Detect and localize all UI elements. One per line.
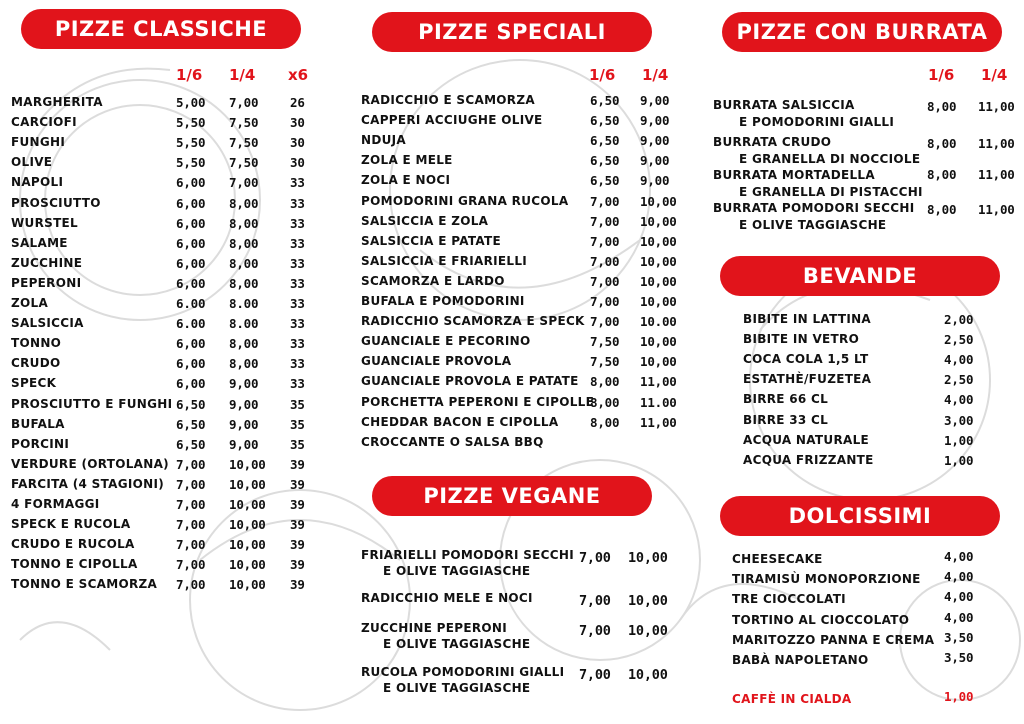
price-x6: 30 xyxy=(290,155,305,171)
price-1-6: 8,00 xyxy=(927,99,957,114)
menu-row xyxy=(0,234,700,254)
item-name-line-1: BURRATA MORTADELLA xyxy=(713,168,875,182)
price-1-6: 6,50 xyxy=(590,153,620,169)
item-name: ZOLA E MELE xyxy=(361,153,453,168)
price-1-4: 7,50 xyxy=(229,115,259,131)
price-x6: 35 xyxy=(290,416,305,432)
item-name: COCA COLA 1,5 LT xyxy=(743,352,869,367)
menu-row xyxy=(0,312,1024,332)
price-1-6: 6,00 xyxy=(176,336,206,352)
price-1-6: 6,00 xyxy=(176,356,206,372)
bevande-title: BEVANDE xyxy=(802,264,918,288)
item-name-line-1: RUCOLA POMODORINI GIALLI xyxy=(361,665,565,679)
price-x6: 33 xyxy=(290,296,305,311)
item-name-line-1: RADICCHIO MELE E NOCI xyxy=(361,591,533,605)
price-1-6: 5,50 xyxy=(176,115,206,131)
price-1-6: 6,50 xyxy=(176,436,206,452)
vegane-banner xyxy=(372,476,652,516)
menu-row xyxy=(0,200,1024,234)
price-1-6: 7,00 xyxy=(579,623,611,639)
price-x6: 33 xyxy=(290,376,305,392)
price-1-6: 7,00 xyxy=(176,537,206,553)
item-name: CAFFÈ IN CIALDA xyxy=(732,692,852,706)
item-name: FARCITA (4 STAGIONI) xyxy=(11,476,165,491)
item-name: NDUJA xyxy=(361,133,406,148)
price-x6: 33 xyxy=(290,195,305,211)
item-name: SALSICCIA xyxy=(11,316,84,331)
classiche-banner xyxy=(21,9,301,49)
menu-row xyxy=(0,549,1024,572)
item-name: SPECK E RUCOLA xyxy=(11,517,131,532)
classiche-title: PIZZE CLASSICHE xyxy=(54,17,268,41)
item-name: ESTATHÈ/FUZETEA xyxy=(743,372,872,387)
item-name: ACQUA NATURALE xyxy=(743,432,870,447)
item-name: SALSICCIA E ZOLA xyxy=(361,213,489,228)
item-name: PORCHETTA PEPERONI E CIPOLLE xyxy=(361,394,595,409)
item-price: 1,00 xyxy=(944,432,974,448)
item-name: TORTINO AL CIOCCOLATO xyxy=(732,612,910,627)
item-name: MARITOZZO PANNA E CREMA xyxy=(732,632,935,647)
item-price: 4,00 xyxy=(944,549,974,564)
speciali-banner xyxy=(372,12,652,52)
price-1-4: 7,50 xyxy=(229,155,259,171)
price-1-4: 10,00 xyxy=(628,550,668,566)
price-1-4: 8,00 xyxy=(229,275,259,291)
item-name-line-1: FRIARIELLI POMODORI SECCHI xyxy=(361,548,574,562)
price-x6: 33 xyxy=(290,255,305,271)
item-name-line-1: BURRATA POMODORI SECCHI xyxy=(713,201,915,215)
item-name: CHEESECAKE xyxy=(732,552,823,566)
price-x6: 30 xyxy=(290,115,305,131)
item-name: PORCINI xyxy=(11,436,70,451)
menu-row xyxy=(0,609,1024,633)
price-1-6: 8,00 xyxy=(590,414,620,430)
classiche-header-1-4: 1/4 xyxy=(229,66,256,84)
menu-row xyxy=(0,294,700,314)
price-1-4: 11,00 xyxy=(978,99,1015,114)
price-1-6: 8,00 xyxy=(927,167,957,182)
price-1-6: 8,00 xyxy=(590,394,620,410)
item-price: 1,00 xyxy=(944,452,974,468)
item-name: RADICCHIO E SCAMORZA xyxy=(361,93,535,107)
price-1-4: 9,00 xyxy=(229,376,259,392)
price-1-6: 6,00 xyxy=(176,255,206,271)
price-1-6: 7,00 xyxy=(590,253,620,269)
price-1-4: 10,00 xyxy=(640,273,677,289)
price-1-6: 7,00 xyxy=(590,233,620,249)
menu-row xyxy=(0,477,330,497)
classiche-header-1-6: 1/6 xyxy=(176,66,203,84)
item-name: PEPERONI xyxy=(11,275,82,290)
item-name-line-1: BURRATA CRUDO xyxy=(713,135,832,149)
price-x6: 39 xyxy=(290,537,305,553)
item-name: PROSCIUTTO xyxy=(11,195,101,210)
menu-row xyxy=(0,392,1024,412)
price-1-6: 7,00 xyxy=(176,557,206,573)
speciali-title: PIZZE SPECIALI xyxy=(418,20,606,44)
price-1-4: 10,00 xyxy=(628,623,668,639)
item-price: 4,00 xyxy=(944,352,974,368)
burrata-header-1-6: 1/6 xyxy=(928,66,955,84)
price-1-4: 8,00 xyxy=(229,215,259,231)
vegane-title: PIZZE VEGANE xyxy=(423,484,601,508)
price-x6: 35 xyxy=(290,396,305,412)
item-price: 3,50 xyxy=(944,650,974,665)
price-1-4: 8.00 xyxy=(229,316,259,332)
price-1-6: 6.00 xyxy=(176,316,206,332)
item-name: CRUDO xyxy=(11,356,61,371)
price-1-4: 10,00 xyxy=(229,537,266,553)
price-1-6: 6,00 xyxy=(176,215,206,231)
item-price: 4,00 xyxy=(944,589,974,605)
price-1-4: 9,00 xyxy=(640,133,670,149)
price-1-6: 6,50 xyxy=(590,173,620,189)
item-name: TONNO xyxy=(11,336,62,351)
price-1-4: 7,00 xyxy=(229,175,259,191)
menu-row xyxy=(0,517,330,537)
price-1-6: 5,50 xyxy=(176,135,206,151)
item-name: TRE CIOCCOLATI xyxy=(732,592,846,607)
classiche-header-x6: x6 xyxy=(288,66,309,84)
item-price: 2,50 xyxy=(944,372,974,388)
price-1-4: 9,00 xyxy=(640,93,670,108)
price-1-4: 8,00 xyxy=(229,195,259,211)
item-name: CRUDO E RUCOLA xyxy=(11,537,135,552)
item-name-line-2: E GRANELLA DI NOCCIOLE xyxy=(739,152,921,166)
item-name: BUFALA xyxy=(11,416,65,431)
price-1-6: 7,00 xyxy=(590,213,620,229)
price-1-4: 7,50 xyxy=(229,135,259,151)
price-x6: 39 xyxy=(290,476,305,492)
item-name: BIRRE 33 CL xyxy=(743,412,829,427)
menu-row xyxy=(0,97,1024,131)
item-name: TONNO E CIPOLLA xyxy=(11,557,138,572)
price-1-4: 11,00 xyxy=(640,374,677,390)
speciali-header-1-6: 1/6 xyxy=(589,66,616,84)
item-name: TIRAMISÙ MONOPORZIONE xyxy=(732,572,921,587)
price-1-6: 8,00 xyxy=(927,202,957,217)
price-1-4: 10,00 xyxy=(640,253,677,269)
item-price: 2,00 xyxy=(944,312,974,327)
price-1-6: 6,00 xyxy=(176,275,206,291)
price-1-6: 7,00 xyxy=(579,667,611,683)
price-x6: 33 xyxy=(290,336,305,352)
dolcissimi-title: DOLCISSIMI xyxy=(788,504,932,528)
price-1-6: 7,00 xyxy=(176,517,206,533)
price-1-4: 9,00 xyxy=(640,113,670,129)
item-name: SPECK xyxy=(11,376,57,391)
price-x6: 35 xyxy=(290,436,305,452)
price-1-4: 10,00 xyxy=(640,193,677,209)
burrata-header-1-4: 1/4 xyxy=(981,66,1008,84)
item-name: 4 FORMAGGI xyxy=(11,497,100,511)
price-x6: 33 xyxy=(290,175,305,191)
price-1-4: 9,00 xyxy=(640,173,670,189)
dolcissimi-banner xyxy=(720,496,1000,536)
price-1-6: 6,00 xyxy=(176,235,206,251)
price-1-6: 7,50 xyxy=(590,354,620,370)
price-1-4: 10.00 xyxy=(640,314,677,330)
item-name xyxy=(713,167,923,201)
price-x6: 33 xyxy=(290,316,305,332)
item-price: 4,00 xyxy=(944,609,974,625)
item-name: CARCIOFI xyxy=(11,115,77,130)
item-name: BIBITE IN VETRO xyxy=(743,332,860,347)
price-1-4: 10,00 xyxy=(229,476,266,492)
price-1-4: 11,00 xyxy=(978,202,1015,217)
price-1-4: 11,00 xyxy=(640,414,677,430)
menu-row xyxy=(0,254,700,274)
menu-row xyxy=(0,453,1024,473)
menu-row xyxy=(0,352,1024,372)
item-name: FUNGHI xyxy=(11,135,66,150)
price-1-4: 8,00 xyxy=(229,336,259,352)
price-1-6: 6.00 xyxy=(176,296,206,311)
item-name: RADICCHIO SCAMORZA E SPECK xyxy=(361,314,585,329)
price-x6: 26 xyxy=(290,95,305,110)
price-1-6: 6,50 xyxy=(590,113,620,129)
menu-row xyxy=(0,332,1024,352)
item-name-line-2: E OLIVE TAGGIASCHE xyxy=(383,637,531,651)
item-name-line-2: E OLIVE TAGGIASCHE xyxy=(383,681,531,695)
price-1-4: 10,00 xyxy=(640,354,677,370)
item-price: 4,00 xyxy=(944,569,974,585)
price-x6: 33 xyxy=(290,356,305,372)
item-name: ACQUA FRIZZANTE xyxy=(743,452,874,467)
item-name: SALAME xyxy=(11,235,68,250)
price-1-6: 6,00 xyxy=(176,376,206,392)
price-1-6: 5,00 xyxy=(176,95,206,110)
price-1-4: 10,00 xyxy=(628,667,668,683)
item-name-line-1: ZUCCHINE PEPERONI xyxy=(361,621,508,635)
item-name: ZUCCHINE xyxy=(11,255,83,270)
item-name: NAPOLI xyxy=(11,175,64,190)
price-1-6: 7,00 xyxy=(590,273,620,289)
burrata-title: PIZZE CON BURRATA xyxy=(736,20,988,44)
menu-row-extra xyxy=(0,689,1024,712)
item-name: POMODORINI GRANA RUCOLA xyxy=(361,193,569,208)
item-price: 3,00 xyxy=(944,412,974,428)
price-x6: 33 xyxy=(290,275,305,291)
price-x6: 39 xyxy=(290,577,305,593)
item-name: TONNO E SCAMORZA xyxy=(11,577,158,592)
item-name-line-1: BURRATA SALSICCIA xyxy=(713,98,855,112)
menu-row xyxy=(0,497,330,517)
price-1-4: 7,00 xyxy=(229,95,259,110)
price-x6: 33 xyxy=(290,235,305,251)
price-1-6: 6,50 xyxy=(176,416,206,432)
price-1-4: 9,00 xyxy=(229,396,259,412)
price-1-4: 10,00 xyxy=(640,233,677,249)
menu-row xyxy=(0,274,700,294)
price-1-6: 8,00 xyxy=(927,136,957,151)
price-1-4: 9,00 xyxy=(229,416,259,432)
item-name: WURSTEL xyxy=(11,215,78,230)
price-1-6: 7,50 xyxy=(590,334,620,350)
price-1-4: 10,00 xyxy=(640,213,677,229)
price-1-4: 11,00 xyxy=(978,167,1015,182)
price-1-6: 5,50 xyxy=(176,155,206,171)
item-price: 3,50 xyxy=(944,629,974,645)
item-name-line-2: E GRANELLA DI PISTACCHI xyxy=(739,185,923,199)
item-name-line-2: E POMODORINI GIALLI xyxy=(739,115,895,129)
menu-row xyxy=(0,167,1024,201)
item-name: OLIVE xyxy=(11,155,53,170)
menu-row xyxy=(0,413,1024,433)
item-name: CHEDDAR BACON E CIPOLLA xyxy=(361,414,559,429)
item-name: MARGHERITA xyxy=(11,95,103,109)
price-1-6: 7,00 xyxy=(176,456,206,472)
price-x6: 39 xyxy=(290,497,305,512)
price-1-6: 7,00 xyxy=(590,314,620,330)
item-price: 1,00 xyxy=(944,689,974,704)
item-name-line-2: E OLIVE TAGGIASCHE xyxy=(739,218,887,232)
price-1-4: 11.00 xyxy=(640,394,677,410)
price-1-6: 7,00 xyxy=(590,294,620,309)
price-x6: 39 xyxy=(290,456,305,472)
menu-row xyxy=(0,134,1024,171)
item-name: ZOLA xyxy=(11,296,49,310)
item-name: BIBITE IN LATTINA xyxy=(743,312,872,326)
price-1-4: 10,00 xyxy=(229,497,266,512)
item-name: GUANCIALE E PECORINO xyxy=(361,334,531,349)
price-1-4: 8,00 xyxy=(229,255,259,271)
price-x6: 33 xyxy=(290,215,305,231)
item-name xyxy=(713,97,894,131)
item-name: PROSCIUTTO E FUNGHI xyxy=(11,396,173,411)
price-1-6: 7,00 xyxy=(176,476,206,492)
price-x6: 30 xyxy=(290,135,305,151)
price-x6: 39 xyxy=(290,517,305,533)
burrata-banner xyxy=(722,12,1002,52)
menu-row xyxy=(0,650,1024,673)
item-name xyxy=(713,200,915,234)
price-1-6: 7,00 xyxy=(176,497,206,512)
price-1-4: 8,00 xyxy=(229,235,259,251)
price-1-6: 6,00 xyxy=(176,195,206,211)
price-1-4: 10,00 xyxy=(640,294,677,309)
item-name xyxy=(713,134,920,168)
price-x6: 39 xyxy=(290,557,305,573)
item-name: CROCCANTE O SALSA BBQ xyxy=(361,434,544,449)
speciali-header-1-4: 1/4 xyxy=(642,66,669,84)
price-1-4: 8.00 xyxy=(229,296,259,311)
price-1-4: 10,00 xyxy=(229,557,266,573)
menu-row xyxy=(0,433,1024,453)
price-1-4: 11,00 xyxy=(978,136,1015,151)
price-1-4: 10,00 xyxy=(229,456,266,472)
item-name: BIRRE 66 CL xyxy=(743,392,829,407)
item-name: SALSICCIA E FRIARIELLI xyxy=(361,253,528,268)
menu-row xyxy=(0,589,1024,612)
price-1-6: 8,00 xyxy=(590,374,620,390)
item-name: SALSICCIA E PATATE xyxy=(361,233,502,248)
price-1-6: 6,50 xyxy=(590,133,620,149)
item-name: SCAMORZA E LARDO xyxy=(361,273,505,288)
item-name: VERDURE (ORTOLANA) xyxy=(11,456,169,471)
bevande-banner xyxy=(720,256,1000,296)
price-1-6: 6,50 xyxy=(176,396,206,412)
item-price: 2,50 xyxy=(944,332,974,348)
item-name-line-2: E OLIVE TAGGIASCHE xyxy=(383,564,531,578)
price-1-4: 10,00 xyxy=(628,593,668,609)
price-1-4: 8,00 xyxy=(229,356,259,372)
item-name: GUANCIALE PROVOLA E PATATE xyxy=(361,374,579,389)
item-price: 4,00 xyxy=(944,392,974,408)
price-1-6: 7,00 xyxy=(590,193,620,209)
price-1-4: 10,00 xyxy=(229,517,266,533)
item-name: BUFALA E POMODORINI xyxy=(361,294,525,308)
price-1-6: 6,50 xyxy=(590,93,620,108)
item-name: BABÀ NAPOLETANO xyxy=(732,653,869,667)
price-1-4: 10,00 xyxy=(229,577,266,593)
price-1-6: 7,00 xyxy=(579,593,611,609)
price-1-4: 9,00 xyxy=(640,153,670,169)
price-1-6: 6,00 xyxy=(176,175,206,191)
price-1-6: 7,00 xyxy=(176,577,206,593)
menu-row xyxy=(0,372,1024,392)
item-name: CAPPERI ACCIUGHE OLIVE xyxy=(361,113,543,128)
price-1-4: 9,00 xyxy=(229,436,259,452)
price-1-4: 10,00 xyxy=(640,334,677,350)
item-name: GUANCIALE PROVOLA xyxy=(361,354,512,369)
item-name: ZOLA E NOCI xyxy=(361,173,451,188)
price-1-6: 7,00 xyxy=(579,550,611,566)
